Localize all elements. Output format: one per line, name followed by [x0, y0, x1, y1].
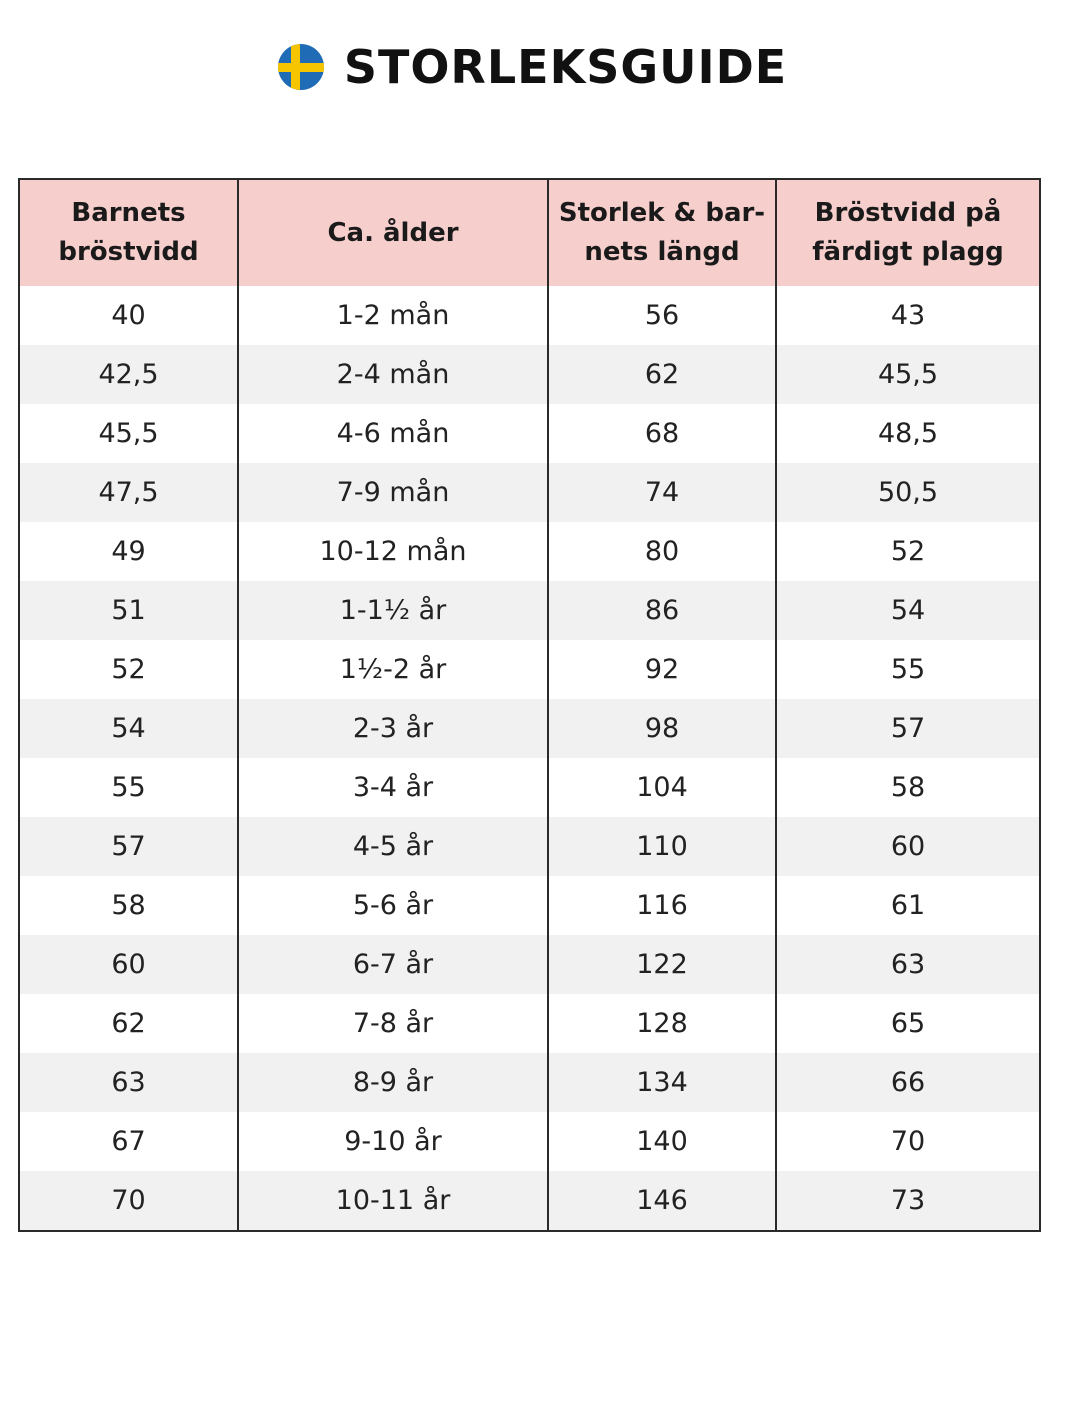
size-height-cell: 86	[548, 581, 776, 640]
garment-chest-cell: 73	[776, 1171, 1040, 1231]
table-row	[19, 404, 1040, 463]
garment-chest-cell: 66	[776, 1053, 1040, 1112]
table-header-row	[19, 179, 1040, 286]
table-row	[19, 581, 1040, 640]
childs-chest-cell: 52	[19, 640, 238, 699]
column-header-approx-age: Ca. ålder	[238, 179, 548, 286]
size-height-cell: 134	[548, 1053, 776, 1112]
approx-age-cell: 10-12 mån	[238, 522, 548, 581]
garment-chest-cell: 70	[776, 1112, 1040, 1171]
childs-chest-cell: 49	[19, 522, 238, 581]
garment-chest-cell: 58	[776, 758, 1040, 817]
childs-chest-cell: 67	[19, 1112, 238, 1171]
table-row	[19, 286, 1040, 345]
approx-age-cell: 1-1½ år	[238, 581, 548, 640]
childs-chest-cell: 54	[19, 699, 238, 758]
approx-age-cell: 4-5 år	[238, 817, 548, 876]
size-height-cell: 68	[548, 404, 776, 463]
childs-chest-cell: 63	[19, 1053, 238, 1112]
childs-chest-cell: 51	[19, 581, 238, 640]
size-height-cell: 116	[548, 876, 776, 935]
childs-chest-cell: 57	[19, 817, 238, 876]
approx-age-cell: 2-3 år	[238, 699, 548, 758]
approx-age-cell: 2-4 mån	[238, 345, 548, 404]
size-height-cell: 110	[548, 817, 776, 876]
approx-age-cell: 3-4 år	[238, 758, 548, 817]
childs-chest-cell: 60	[19, 935, 238, 994]
garment-chest-cell: 43	[776, 286, 1040, 345]
size-height-cell: 98	[548, 699, 776, 758]
table-body	[19, 286, 1040, 1231]
column-header-childs-chest: Barnets bröstvidd	[19, 179, 238, 286]
approx-age-cell: 5-6 år	[238, 876, 548, 935]
childs-chest-cell: 47,5	[19, 463, 238, 522]
page-title: STORLEKSGUIDE	[343, 40, 788, 94]
garment-chest-cell: 48,5	[776, 404, 1040, 463]
table-row	[19, 463, 1040, 522]
childs-chest-cell: 58	[19, 876, 238, 935]
size-height-cell: 92	[548, 640, 776, 699]
garment-chest-cell: 63	[776, 935, 1040, 994]
size-height-cell: 140	[548, 1112, 776, 1171]
size-height-cell: 80	[548, 522, 776, 581]
size-height-cell: 104	[548, 758, 776, 817]
garment-chest-cell: 65	[776, 994, 1040, 1053]
table-row	[19, 758, 1040, 817]
table-row	[19, 345, 1040, 404]
approx-age-cell: 1-2 mån	[238, 286, 548, 345]
childs-chest-cell: 40	[19, 286, 238, 345]
approx-age-cell: 8-9 år	[238, 1053, 548, 1112]
size-height-cell: 122	[548, 935, 776, 994]
table-row	[19, 935, 1040, 994]
size-height-cell: 128	[548, 994, 776, 1053]
size-height-cell: 146	[548, 1171, 776, 1231]
table-row	[19, 699, 1040, 758]
garment-chest-cell: 45,5	[776, 345, 1040, 404]
approx-age-cell: 6-7 år	[238, 935, 548, 994]
childs-chest-cell: 62	[19, 994, 238, 1053]
size-guide-table	[18, 178, 1041, 1232]
garment-chest-cell: 52	[776, 522, 1040, 581]
table-row	[19, 1171, 1040, 1231]
table-row	[19, 640, 1040, 699]
garment-chest-cell: 60	[776, 817, 1040, 876]
size-height-cell: 74	[548, 463, 776, 522]
table-row	[19, 817, 1040, 876]
size-height-cell: 62	[548, 345, 776, 404]
column-header-finished-garment-chest: Bröstvidd på färdigt plagg	[776, 179, 1040, 286]
approx-age-cell: 9-10 år	[238, 1112, 548, 1171]
column-header-size-and-height: Storlek & bar- nets längd	[548, 179, 776, 286]
size-height-cell: 56	[548, 286, 776, 345]
approx-age-cell: 10-11 år	[238, 1171, 548, 1231]
title-row	[0, 40, 1065, 94]
garment-chest-cell: 57	[776, 699, 1040, 758]
approx-age-cell: 7-8 år	[238, 994, 548, 1053]
table-row	[19, 876, 1040, 935]
table-row	[19, 1053, 1040, 1112]
childs-chest-cell: 42,5	[19, 345, 238, 404]
childs-chest-cell: 55	[19, 758, 238, 817]
table-row	[19, 522, 1040, 581]
table-row	[19, 994, 1040, 1053]
sweden-flag-icon	[278, 44, 324, 90]
garment-chest-cell: 61	[776, 876, 1040, 935]
size-guide-table-wrap	[18, 178, 1039, 1232]
approx-age-cell: 1½-2 år	[238, 640, 548, 699]
childs-chest-cell: 70	[19, 1171, 238, 1231]
childs-chest-cell: 45,5	[19, 404, 238, 463]
garment-chest-cell: 54	[776, 581, 1040, 640]
garment-chest-cell: 55	[776, 640, 1040, 699]
table-row	[19, 1112, 1040, 1171]
approx-age-cell: 7-9 mån	[238, 463, 548, 522]
garment-chest-cell: 50,5	[776, 463, 1040, 522]
approx-age-cell: 4-6 mån	[238, 404, 548, 463]
